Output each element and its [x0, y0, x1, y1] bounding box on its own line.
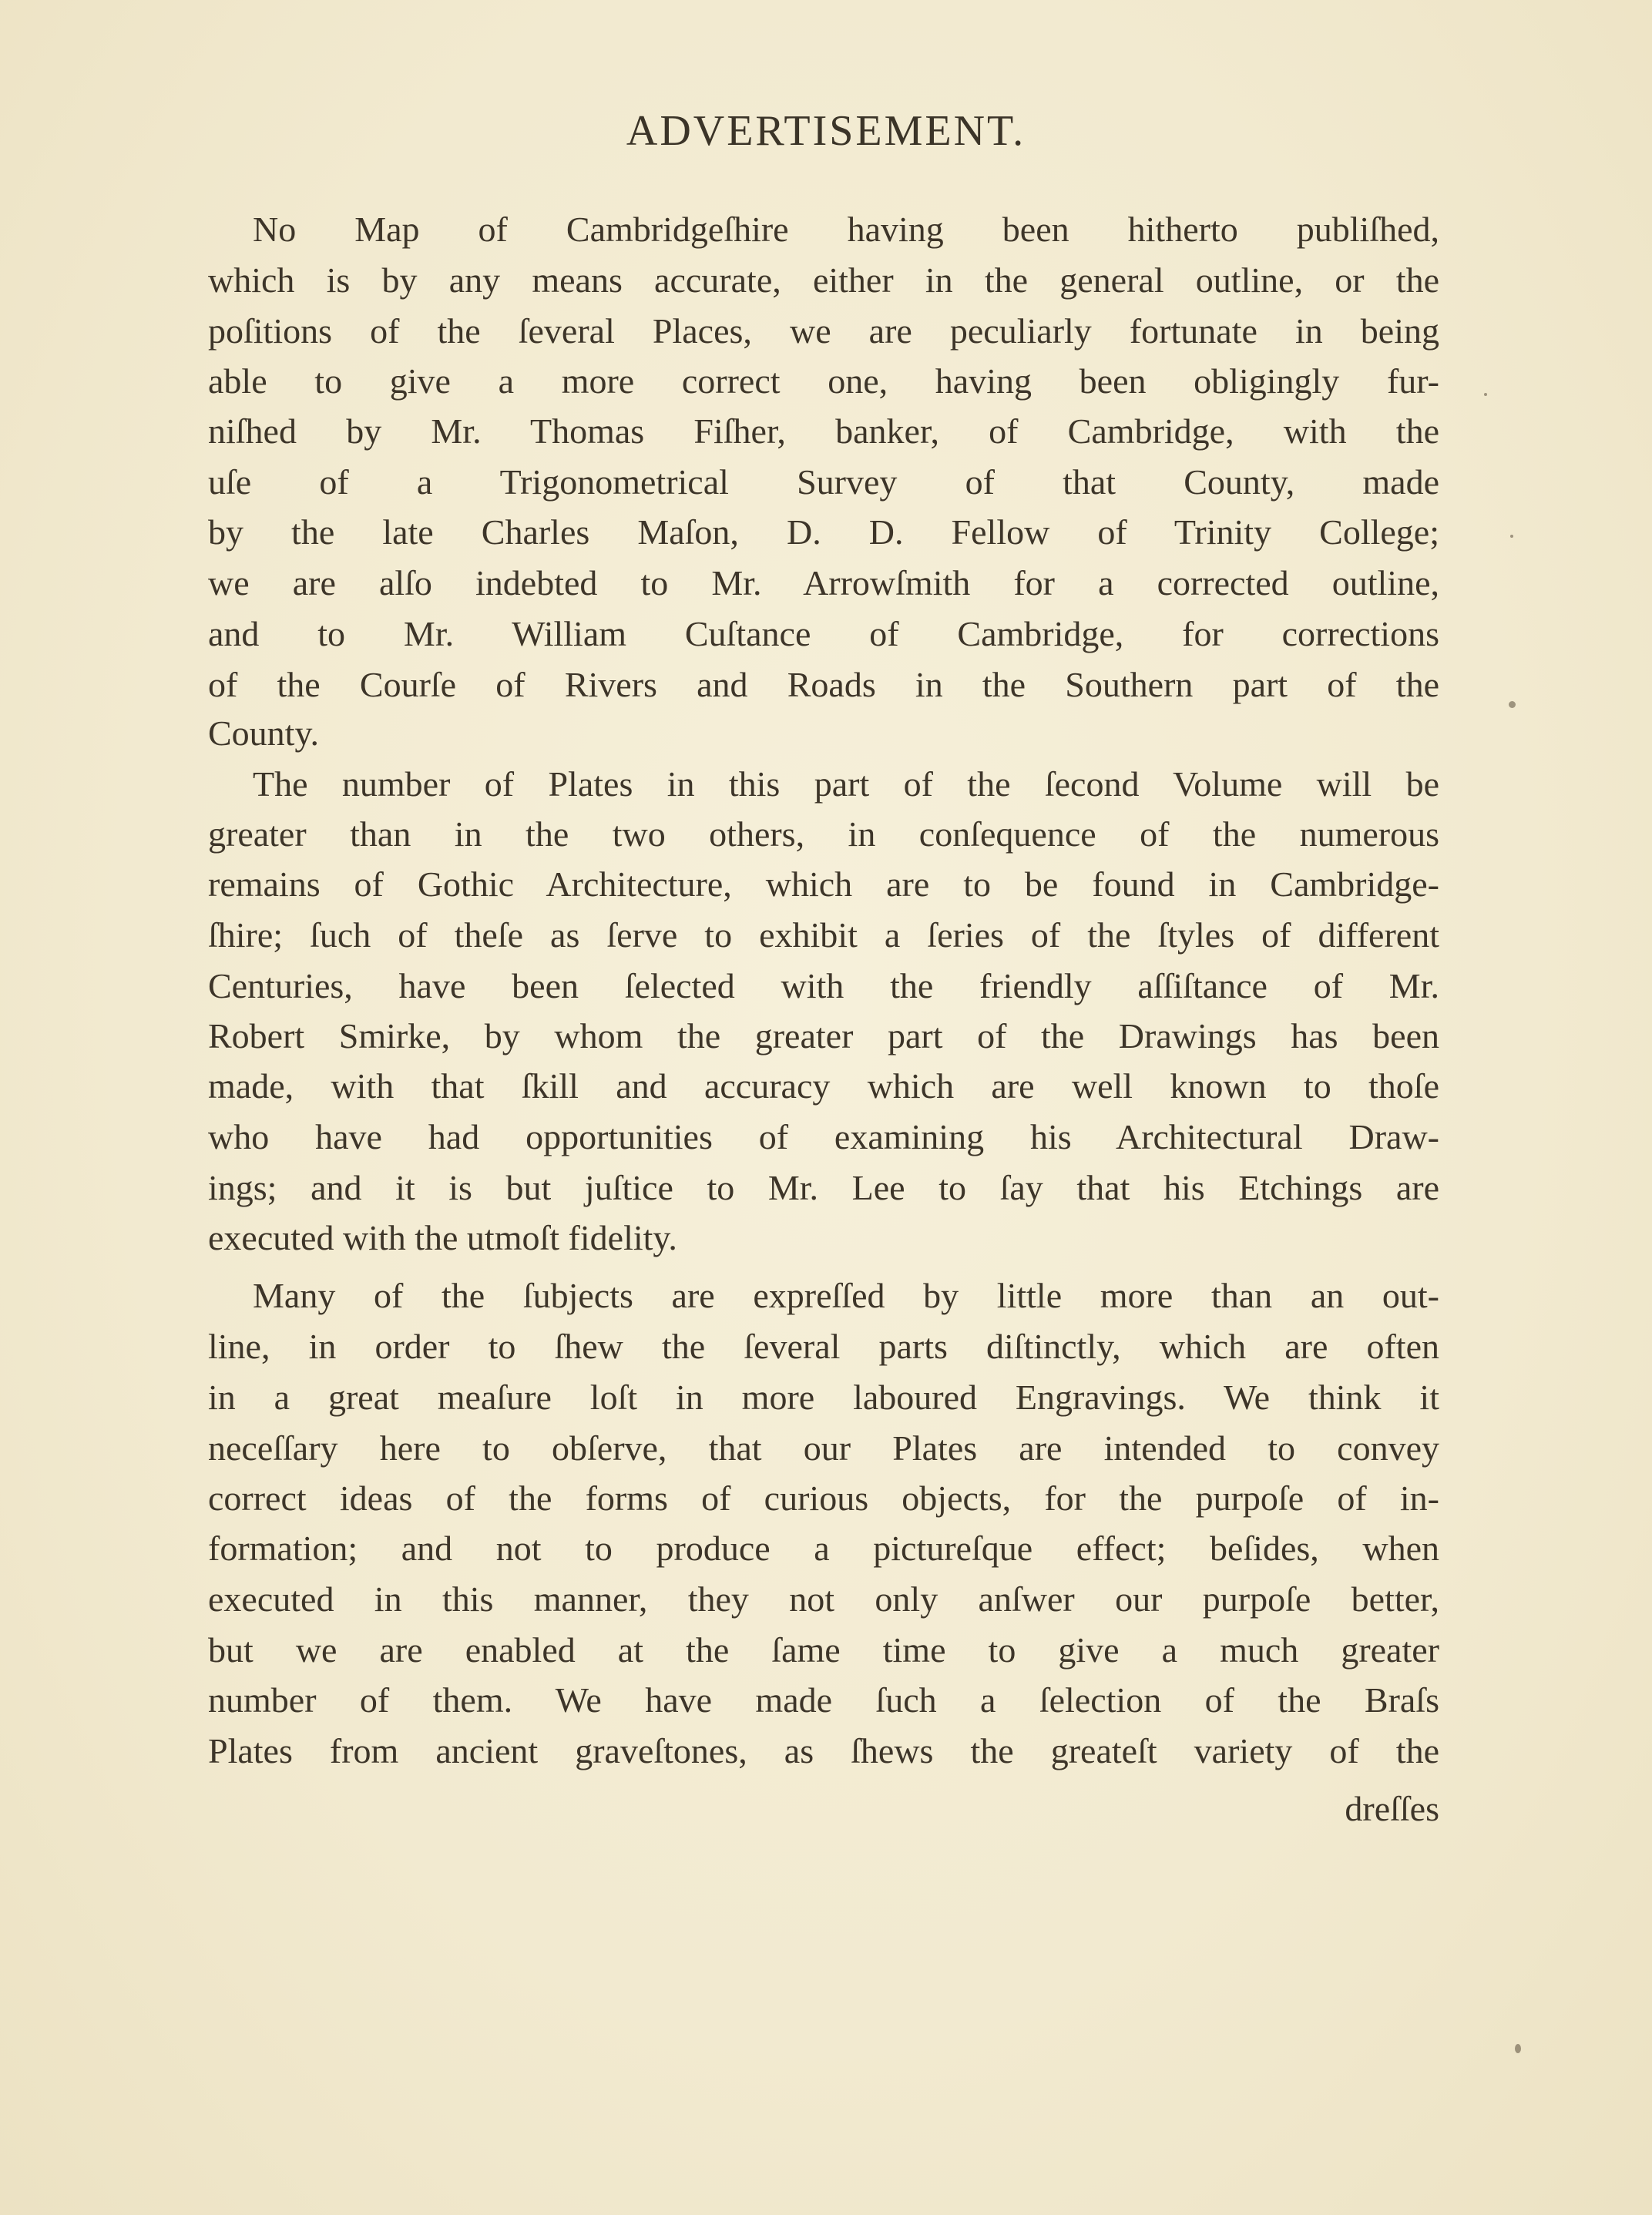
text-line: remains of Gothic Architecture, which are to be found in Cambridge- — [208, 864, 1439, 904]
text-line: greater than in the two others, in conſequence of the numerous — [208, 814, 1439, 854]
text-line: which is by any means accurate, either in the general outline, or the — [208, 260, 1439, 300]
text-line: formation; and not to produce a pictureſque effect; beſides, when — [208, 1529, 1439, 1568]
text-line: in a great meaſure loſt in more laboured Engravings. We think it — [208, 1378, 1439, 1417]
text-line: we are alſo indebted to Mr. Arrowſmith for a corrected outline, — [208, 563, 1439, 602]
text-line: and to Mr. William Cuſtance of Cambridge, for corrections — [208, 614, 1439, 653]
text-line: No Map of Cambridgeſhire having been hitherto publiſhed, — [253, 210, 1439, 249]
text-line: Many of the ſubjects are expreſſed by little more than an out- — [253, 1276, 1439, 1315]
text-line: neceſſary here to obſerve, that our Plates are intended to convey — [208, 1428, 1439, 1468]
text-line: but we are enabled at the ſame time to give a much greater — [208, 1630, 1439, 1670]
text-line: who have had opportunities of examining his Architectural Draw- — [208, 1117, 1439, 1156]
text-line: correct ideas of the forms of curious objects, for the purpoſe of in- — [208, 1478, 1439, 1518]
paper-speck — [1510, 535, 1513, 538]
text-line: County. — [208, 713, 319, 753]
text-line: ſhire; ſuch of theſe as ſerve to exhibit a ſeries of the ſtyles of different — [208, 915, 1439, 955]
text-line: of the Courſe of Rivers and Roads in the Southern part of the — [208, 665, 1439, 704]
paper-speck — [1515, 2044, 1521, 2053]
text-line: made, with that ſkill and accuracy which are well known to thoſe — [208, 1066, 1439, 1106]
paper-speck — [1484, 393, 1487, 396]
catchword: dreſſes — [1345, 1789, 1439, 1828]
text-line: The number of Plates in this part of the ſecond Volume will be — [253, 764, 1439, 804]
text-line: able to give a more correct one, having been obligingly fur- — [208, 361, 1439, 401]
text-line: Centuries, have been ſelected with the friendly aſſiſtance of Mr. — [208, 966, 1439, 1005]
paper-speck — [1509, 701, 1516, 708]
text-line: executed in this manner, they not only anſwer our purpoſe better, — [208, 1579, 1439, 1619]
text-line: by the late Charles Maſon, D. D. Fellow of Trinity College; — [208, 512, 1439, 552]
text-line: Robert Smirke, by whom the greater part of the Drawings has been — [208, 1016, 1439, 1055]
text-line: uſe of a Trigonometrical Survey of that County, made — [208, 462, 1439, 502]
text-line: niſhed by Mr. Thomas Fiſher, banker, of Cambridge, with the — [208, 411, 1439, 451]
text-line: executed with the utmoſt fidelity. — [208, 1218, 677, 1257]
text-line: number of them. We have made ſuch a ſelection of the Braſs — [208, 1680, 1439, 1720]
page-title: ADVERTISEMENT. — [626, 107, 1026, 155]
text-line: line, in order to ſhew the ſeveral parts diſtinctly, which are often — [208, 1327, 1439, 1366]
text-line: Plates from ancient graveſtones, as ſhews the greateſt variety of the — [208, 1731, 1439, 1770]
text-line: poſitions of the ſeveral Places, we are peculiarly fortunate in being — [208, 311, 1439, 351]
text-line: ings; and it is but juſtice to Mr. Lee to ſay that his Etchings are — [208, 1168, 1439, 1207]
